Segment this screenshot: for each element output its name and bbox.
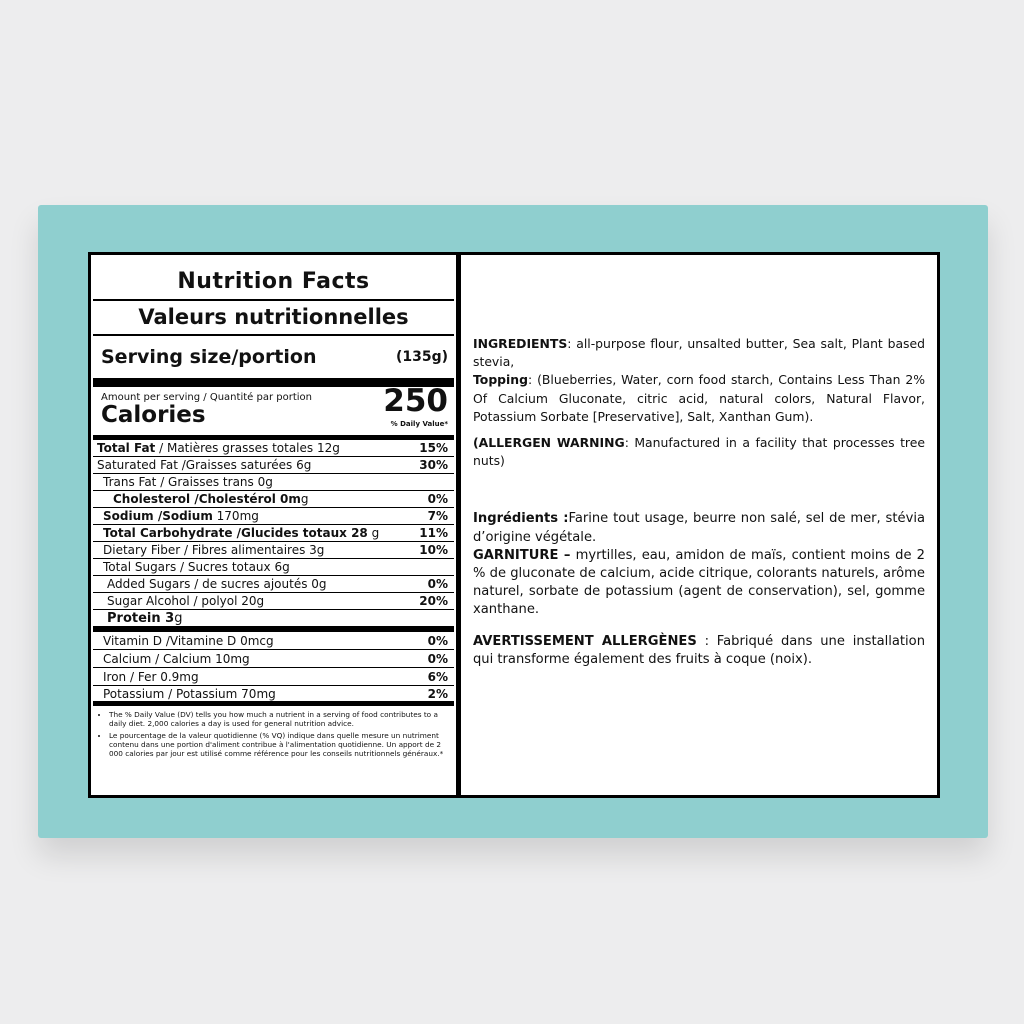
calories-value: 250: [383, 383, 448, 419]
footnote: [93, 706, 454, 758]
nutrition-title-en: Nutrition Facts: [177, 269, 370, 294]
nutrient-row-added-sugars: [93, 576, 454, 593]
ingredients-fr-text: Farine tout usage, beurre non salé, sel de mer, stévia d’origine végétale.: [473, 511, 925, 545]
serving-value: (135g): [395, 349, 448, 365]
nutrient-dv: 0%: [427, 651, 448, 666]
nutrient-amount: Trans Fat / Graisses trans 0g: [103, 475, 273, 489]
nutrient-dv: 2%: [427, 686, 448, 701]
nutrient-row-potassium: [93, 686, 454, 706]
nutrient-amount: Dietary Fiber / Fibres alimentaires 3g: [103, 543, 325, 557]
nutrient-row-fiber: [93, 542, 454, 559]
garniture-heading: GARNITURE –: [473, 547, 571, 563]
nutrient-row-vitamin-d: [93, 632, 454, 650]
amount-per-serving: Amount per serving / Quantité par portion: [101, 392, 312, 403]
nutrient-row-saturated-fat: [93, 457, 454, 474]
nutrient-amount: Iron / Fer 0.9mg: [103, 669, 199, 684]
garniture-fr: [473, 547, 925, 620]
allergen-fr-heading: AVERTISSEMENT ALLERGÈNES: [473, 633, 697, 649]
nutrient-row-iron: [93, 668, 454, 686]
calories-label: Calories: [101, 402, 206, 428]
nutrient-dv: 0%: [427, 633, 448, 648]
nutrient-amount: Calcium / Calcium 10mg: [103, 651, 250, 666]
nutrient-amount: Saturated Fat /Graisses saturées 6g: [97, 458, 312, 472]
nutrient-row-trans-fat: [93, 474, 454, 491]
nutrient-name: Sodium /Sodium: [103, 509, 213, 523]
calories-section: [93, 383, 454, 440]
nutrient-amount: Added Sugars / de sucres ajoutés 0g: [107, 577, 327, 591]
nutrient-amount: Total Sugars / Sucres totaux 6g: [103, 560, 290, 574]
nutrient-amount: / Matières grasses totales 12g: [155, 441, 340, 455]
topping-en: [473, 371, 925, 426]
ingredients-fr-heading: Ingrédients :: [473, 511, 569, 527]
nutrient-dv: 20%: [419, 594, 448, 608]
nutrient-amount: Vitamin D /Vitamine D 0mcg: [103, 633, 274, 648]
nutrition-title-fr: Valeurs nutritionnelles: [93, 299, 454, 336]
footnote-fr: • Le pourcentage de la valeur quotidienne (% VQ) indique dans quelle mesure un nutriment contenu dans une portion d'aliment contribue à l'alimentation quotidienne. Un apport de 2 000 calories par jour est utilisé comme référence pour les conseils nutritionnels généraux.*: [109, 731, 446, 758]
nutrient-row-sodium: [93, 508, 454, 525]
daily-value-header: % Daily Value*: [390, 420, 448, 428]
footnote-en: • The % Daily Value (DV) tells you how much a nutrient in a serving of food contributes to a daily diet. 2,000 calories a day is used for general nutrition advice.: [109, 710, 446, 728]
allergen-text: : Manufactured in a facility that processes tree nuts): [473, 435, 925, 469]
nutrient-amount: g: [367, 526, 380, 540]
nutrient-row-sugar-alcohol: [93, 593, 454, 610]
nutrient-dv: 7%: [427, 509, 448, 523]
nutrient-dv: 0%: [427, 577, 448, 591]
ingredients-en: [473, 335, 925, 371]
ingredients-heading: INGREDIENTS: [473, 336, 568, 351]
nutrient-dv: 15%: [419, 441, 448, 455]
allergen-fr-text: : Fabriqué dans une installation qui transforme également des fruits à coque (noix).: [473, 633, 925, 667]
allergen-heading: (ALLERGEN WARNING: [473, 435, 625, 451]
nutrient-amount: Potassium / Potassium 70mg: [103, 686, 276, 701]
nutrient-dv: 11%: [419, 526, 448, 540]
allergen-fr: [473, 633, 925, 669]
nutrient-name: Total Carbohydrate /Glucides totaux 28: [103, 526, 368, 540]
nutrient-dv: 6%: [427, 669, 448, 684]
nutrient-amount: 170mg: [212, 509, 259, 523]
nutrient-row-calcium: [93, 650, 454, 668]
ingredients-fr: [473, 510, 925, 546]
nutrient-amount: Sugar Alcohol / polyol 20g: [107, 594, 265, 608]
serving-label: Serving size/portion: [101, 346, 317, 368]
nutrient-row-total-fat: [93, 440, 454, 457]
ingredients-section: [473, 335, 925, 669]
topping-text: : (Blueberries, Water, corn food starch, Contains Less Than 2% Of Calcium Gluconate, citric acid, natural colors, Natural Flavor, Potassium Sorbate [Preservative], Salt, Xanthan Gum).: [473, 372, 925, 424]
nutrient-name: Total Fat: [97, 441, 156, 455]
nutrient-dv: 10%: [419, 543, 448, 557]
nutrient-row-cholesterol: [93, 491, 454, 508]
garniture-text: myrtilles, eau, amidon de maïs, contient moins de 2 % de gluconate de calcium, acide citrique, colorants naturels, arôme naturel, sorbate de potassium (agent de conservation), sel, gomme xanthane.: [473, 547, 925, 618]
panel-divider: [456, 252, 461, 798]
allergen-en: [473, 434, 925, 470]
nutrient-dv: 0%: [427, 492, 448, 506]
nutrient-amount: g: [174, 610, 183, 626]
nutrient-row-carbohydrate: [93, 525, 454, 542]
nutrition-facts-table: [93, 255, 454, 761]
serving-size: [93, 336, 454, 387]
nutrient-row-protein: [93, 610, 454, 632]
topping-heading: Topping: [473, 372, 528, 388]
nutrient-name: Protein 3: [107, 610, 175, 626]
nutrient-name: Cholesterol /Cholestérol 0m: [113, 492, 301, 506]
nutrient-dv: 30%: [419, 458, 448, 472]
nutrient-row-total-sugars: [93, 559, 454, 576]
label-panel: [88, 252, 940, 798]
nutrient-amount: g: [300, 492, 309, 506]
ingredients-text: : all-purpose flour, unsalted butter, Sea salt, Plant based stevia,: [473, 336, 925, 370]
